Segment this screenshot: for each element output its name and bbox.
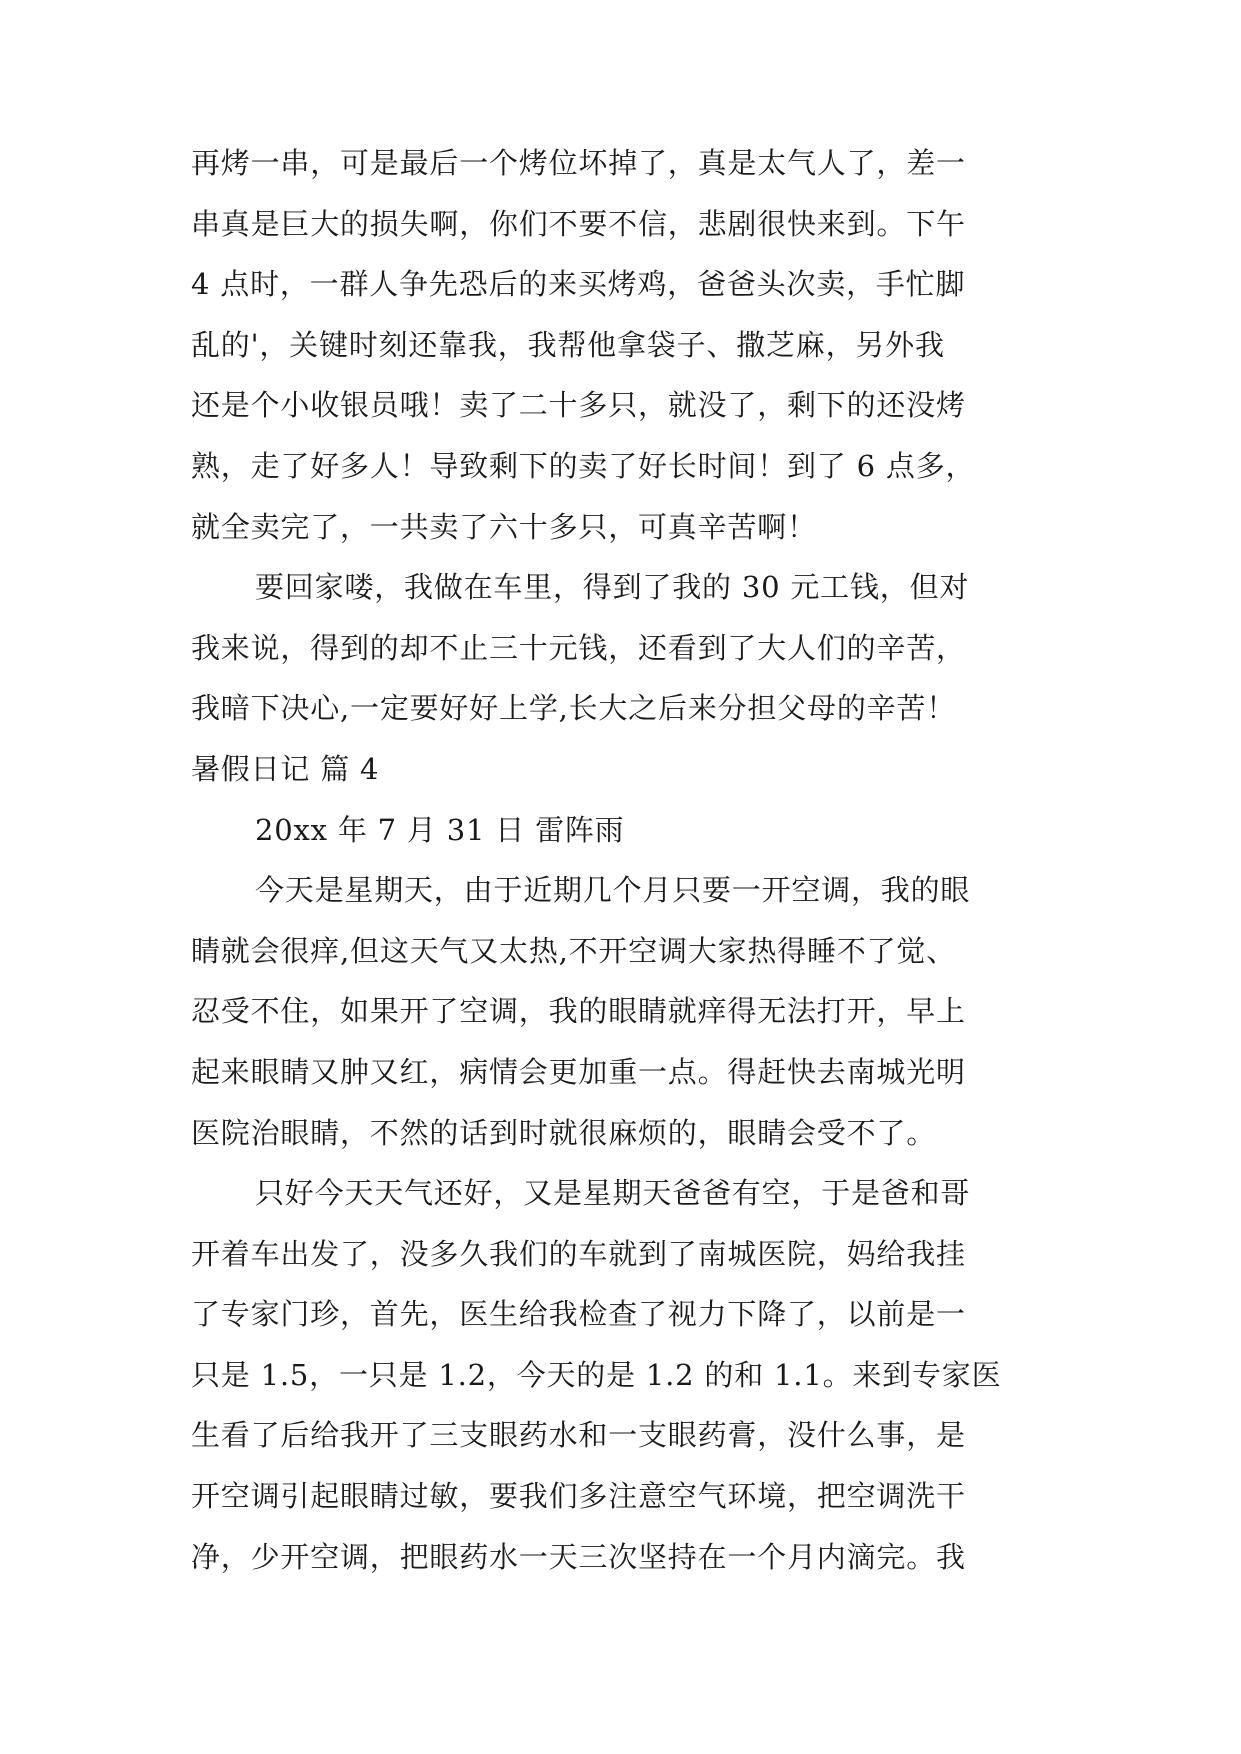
paragraph-line: 只是 1.5，一只是 1.2，今天的是 1.2 的和 1.1。来到专家医	[191, 1357, 1002, 1392]
paragraph-line: 忍受不住，如果开了空调，我的眼睛就痒得无法打开，早上	[191, 994, 966, 1029]
paragraph-line: 医院治眼睛，不然的话到时就很麻烦的，眼睛会受不了。	[191, 1115, 937, 1150]
paragraph-line: 串真是巨大的损失啊，你们不要不信，悲剧很快来到。下午	[191, 206, 966, 241]
paragraph-line: 还是个小收银员哦！卖了二十多只，就没了，剩下的还没烤	[191, 388, 966, 423]
paragraph-line: 再烤一串，可是最后一个烤位坏掉了，真是太气人了，差一	[191, 146, 966, 180]
paragraph-line: 净，少开空调，把眼药水一天三次坚持在一个月内滴完。我	[191, 1539, 966, 1574]
paragraph-line: 今天是星期天，由于近期几个月只要一开空调，我的眼	[255, 873, 971, 908]
paragraph-line: 睛就会很痒,但这天气又太热,不开空调大家热得睡不了觉、	[191, 933, 957, 968]
section-heading: 暑假日记 篇 4	[191, 751, 380, 786]
paragraph-line: 起来眼睛又肿又红，病情会更加重一点。得赶快去南城光明	[191, 1054, 966, 1089]
paragraph-line: 只好今天天气还好，又是星期天爸爸有空，于是爸和哥	[255, 1176, 971, 1211]
paragraph-line: 开着车出发了，没多久我们的车就到了南城医院，妈给我挂	[191, 1236, 966, 1271]
paragraph-line: 生看了后给我开了三支眼药水和一支眼药膏，没什么事，是	[191, 1418, 966, 1453]
paragraph-line: 我来说，得到的却不止三十元钱，还看到了大人们的辛苦，	[191, 630, 966, 665]
document-body	[191, 133, 1061, 1587]
paragraph-line: 乱的'，关键时刻还靠我，我帮他拿袋子、撒芝麻，另外我	[191, 327, 945, 362]
paragraph-line: 开空调引起眼睛过敏，要我们多注意空气环境，把空调洗干	[191, 1479, 966, 1514]
paragraph-line: 熟，走了好多人！导致剩下的卖了好长时间！到了 6 点多，	[191, 448, 976, 483]
paragraph-line: 要回家喽，我做在车里，得到了我的 30 元工钱，但对	[255, 570, 970, 605]
paragraph-line: 我暗下决心,一定要好好上学,长大之后来分担父母的辛苦！	[191, 691, 957, 726]
paragraph-line: 了专家门珍，首先，医生给我检查了视力下降了，以前是一	[191, 1297, 966, 1332]
diary-date-line: 20xx 年 7 月 31 日 雷阵雨	[255, 812, 625, 847]
paragraph-line: 就全卖完了，一共卖了六十多只，可真辛苦啊！	[191, 509, 817, 544]
paragraph-line: 4 点时，一群人争先恐后的来买烤鸡，爸爸头次卖，手忙脚	[191, 267, 966, 302]
